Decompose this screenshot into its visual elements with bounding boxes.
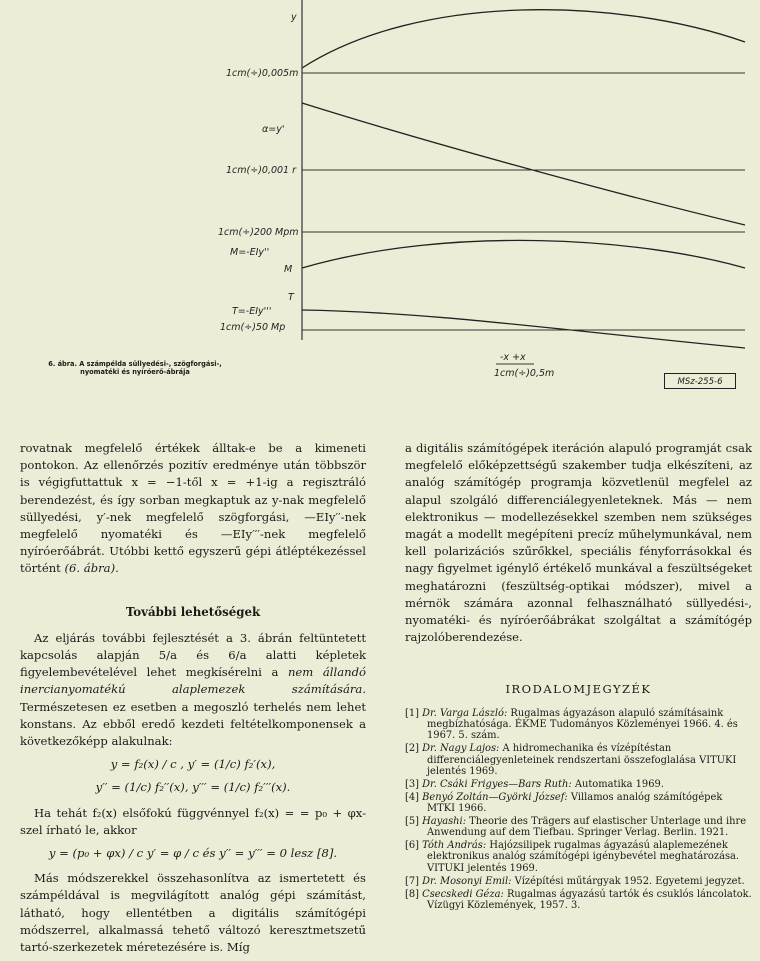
reference-number: [4] [405, 791, 419, 803]
reference-item [405, 779, 752, 790]
slope-label: α=y' [262, 124, 285, 135]
slope-scale-label: 1cm(÷)0,001 r [226, 165, 297, 176]
x-range-label: -x +x [500, 352, 526, 363]
reference-author: Benyó Zoltán—Györki József: [422, 791, 568, 803]
reference-text: A hidromechanika és vízépítéstan differenciálegyenleteinek rendszertani összefoglalása VITUKI jelentés 1969. [427, 743, 737, 777]
reference-item [405, 708, 752, 742]
shear-curve [302, 310, 745, 348]
reference-number: [5] [405, 816, 419, 828]
shear-scale-label: 1cm(÷)50 Mp [220, 322, 286, 333]
reference-text: Rugalmas ágyazáson alapuló számításaink megbízhatósága. ÉKME Tudományos Közleményei 1966. 4. és 1967. 5. szám. [427, 708, 738, 742]
shear-equation-label: T=-EIy''' [232, 306, 272, 317]
reference-item [405, 840, 752, 874]
paragraph-analog-advantages: a digitális számítógépek iteráción alapuló programját csak megfelelő előképzettségű szakember tudja elkészíteni, az analóg számítógép programja közvetlenül megfelel az alapul szolgáló differenciálegyenleteknek. Más — nem elektronikus — modellezésekkel szemben nem szükséges magát a modellt megépíteni precíz műhelymunkával, nem kell polarizációs szűrőkkel, speciális fényforrásokkal és nagy figyelmet igénylő értékelő munkával a feszültségeket meghatározni (feszültség-optikai módszer), mivel a mérnök számára azonnal felhasználható süllyedési-, nyomatéki- és nyíróerőábrákat szolgáltat a számítógép rajzolóberendezése. [405, 441, 752, 645]
moment-equation-label: M=-EIy'' [230, 247, 270, 258]
reference-text: Automatika 1969. [571, 778, 664, 790]
reference-text: Hajózsilipek rugalmas ágyazású alaplemezének elektronikus analóg számítógépi igénybevétel meghatározása. VITUKI jelentés 1969. [427, 840, 740, 874]
reference-number: [7] [405, 875, 419, 887]
section-heading: További lehetőségek [125, 604, 261, 619]
moment-axis-label: M [284, 264, 293, 275]
reference-author: Dr. Mosonyi Emil: [422, 875, 512, 887]
reference-item [405, 889, 752, 911]
left-column [20, 440, 366, 956]
reference-item [405, 792, 752, 814]
reference-number: [3] [405, 778, 419, 790]
right-column [405, 440, 752, 646]
figure-stamp: MSz-255-6 [664, 373, 736, 389]
moment-curve [302, 240, 745, 268]
reference-text: Villamos analóg számítógépek MTKI 1966. [427, 791, 723, 815]
equation-3: y = (p₀ + φx) / c y′ = φ / c és y′′ = y′′′ = 0 lesz [8]. [48, 846, 338, 861]
reference-item [405, 816, 752, 838]
reference-author: Tóth András: [422, 840, 487, 852]
reference-text: Theorie des Trägers auf elastischer Unterlage und ihre Anwendung auf dem Tiefbau. Springer Verlag. Berlin. 1921. [427, 816, 747, 839]
paragraph-comparison: Más módszerekkel összehasonlítva az ismertetett és számpéldával is megvilágított analóg gépi számítást, látható, hogy ellentétben a digitális számítógépi módszerrel, alkalmassá tehető változó keresztmetszetű tartó-szerkezetek méretezésére is. Míg [20, 871, 366, 955]
reference-author: Csecskedi Géza: [422, 888, 504, 900]
reference-number: [2] [405, 743, 419, 755]
reference-number: [6] [405, 840, 419, 852]
y-axis-label: y [291, 12, 297, 23]
slope-curve [302, 103, 745, 225]
reference-number: [8] [405, 888, 419, 900]
reference-text: Rugalmas ágyazású tartók és csuklós láncolatok. Vízügyi Közlemények, 1957. 3. [427, 888, 752, 911]
deflection-curve [302, 10, 745, 68]
paragraph-linear-function: Ha tehát f₂(x) elsőfokú függvénnyel f₂(x) = = p₀ + φx-szel írható le, akkor [20, 805, 366, 837]
references-list [405, 708, 752, 911]
reference-author: Dr. Varga László: [422, 708, 508, 719]
figure-caption: 6. ábra. A számpélda süllyedési-, szögforgási-, nyomatéki és nyíróerő-ábrája [48, 360, 222, 376]
shear-axis-label: T [288, 292, 294, 303]
paragraph-further-development: Az eljárás további fejlesztését a 3. ábrán feltüntetett kapcsolás alapján 5/a és 6/a alatti képletek figyelembevételével lehet megkísérelni a nem állandó inercianyomatékú alaplemezek számítására. Természetesen ez esetben a megoszló terhelés nem lehet konstans. Az ebből eredő kezdeti feltételkomponensek a következőképp alakulnak: [20, 630, 366, 749]
equation-1: y = f₂(x) / c , y′ = (1/c) f₂′(x), [110, 757, 276, 772]
equation-2: y′′ = (1/c) f₂′′(x), y′′′ = (1/c) f₂′′′(x). [95, 780, 291, 795]
reference-author: Hayashi: [422, 816, 467, 828]
reference-author: Dr. Nagy Lajos: [422, 743, 500, 755]
reference-author: Dr. Csáki Frigyes—Bars Ruth: [422, 778, 572, 790]
references-section [405, 682, 752, 913]
reference-item [405, 876, 752, 887]
figure-6-diagram [0, 0, 760, 400]
moment-scale-label: 1cm(÷)200 Mpm [218, 227, 299, 238]
paragraph-results: rovatnak megfelelő értékek álltak-e be a kimeneti pontokon. Az ellenőrzés pozitív eredménye után többször is végigfuttattuk x = −1-től x = +1-ig a regisztráló berendezést, és így sorban megkaptuk az y-nak megfelelő süllyedési, y′-nek megfelelő szögforgási, —EIy′′-nek megfelelő nyomatéki és —EIy′′′-nek megfelelő nyíróerőábrát. Utóbbi kettő egyszerű gépi átléptékezéssel történt (6. ábra). [20, 441, 366, 576]
deflection-scale-label: 1cm(÷)0,005m [226, 68, 299, 79]
reference-number: [1] [405, 708, 419, 719]
reference-text: Vízépítési műtárgyak 1952. Egyetemi jegyzet. [511, 875, 745, 887]
reference-item [405, 743, 752, 777]
references-title: IRODALOMJEGYZÉK [505, 682, 652, 696]
x-scale-label: 1cm(÷)0,5m [494, 368, 555, 379]
